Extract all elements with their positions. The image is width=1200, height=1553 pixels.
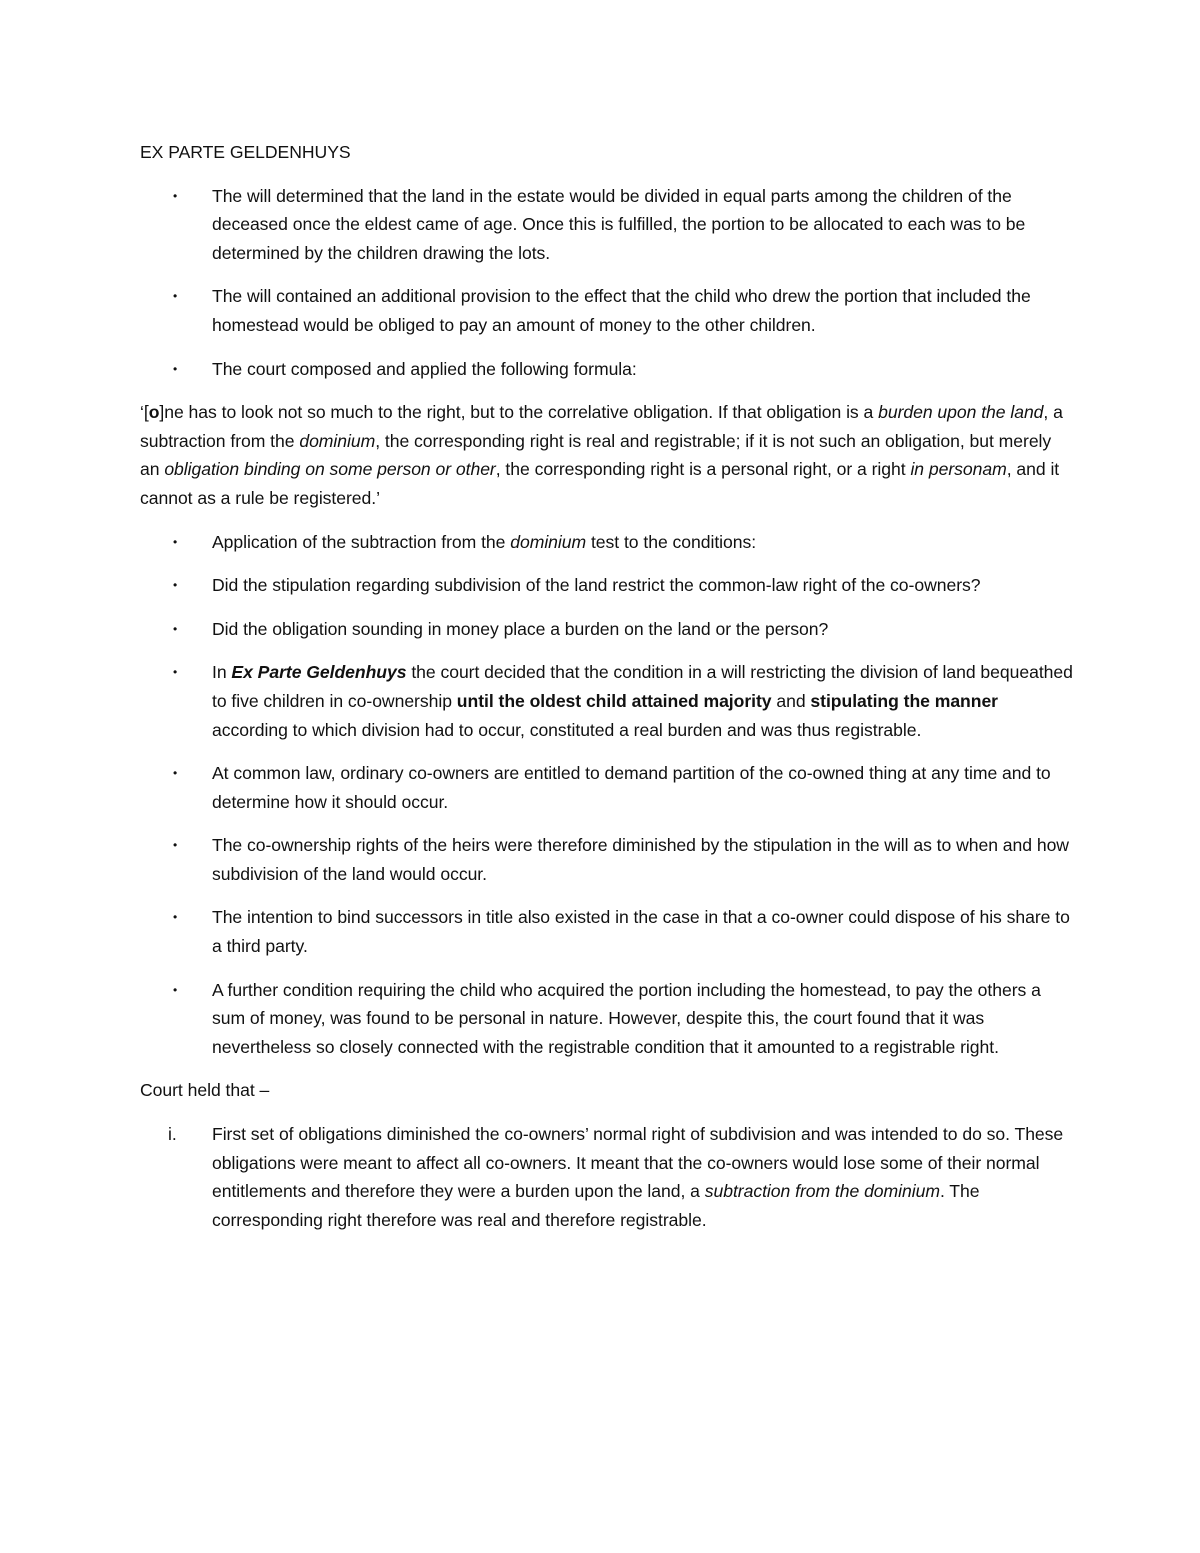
case-name: Ex Parte Geldenhuys [231, 662, 407, 683]
quote-open: ‘[ [140, 402, 149, 423]
document-body [140, 138, 1075, 1249]
bullet-text: The intention to bind successors in title also existed in the case in that a co-owner could dispose of his share to a third party. [212, 907, 1070, 957]
document-heading: EX PARTE GELDENHUYS [140, 142, 351, 162]
bullet-item [140, 831, 1075, 888]
bullet-item [140, 615, 1075, 644]
formula-quote [140, 398, 1075, 512]
bullet-item [140, 759, 1075, 816]
bullet-text: The will determined that the land in the estate would be divided in equal parts among the children of the deceased once the eldest came of age. Once this is fulfilled, the portion to be allocated to each was to be determined by the children drawing the lots. [212, 185, 1026, 263]
bullet-icon: • [173, 621, 178, 636]
bullet-item [140, 571, 1075, 600]
bullet-text: Application of the subtraction from the [212, 531, 511, 552]
bullet-icon: • [173, 361, 178, 376]
roman-numeral: i. [168, 1124, 177, 1145]
bullet-icon: • [173, 838, 178, 853]
bullet-icon: • [173, 578, 178, 593]
quote-text: ne has to look not so much to the right, but to the correlative obligation. If that obligation is a [164, 402, 879, 423]
bullet-italic: dominium [510, 531, 587, 552]
quote-text: , the corresponding right is real and registrable; if it is not such an obligation, but merely an [140, 430, 1052, 480]
quote-italic: dominium [299, 430, 376, 451]
bullet-item [140, 658, 1075, 744]
roman-list-item [140, 1120, 1075, 1234]
quote-italic: obligation binding on some person or other [164, 459, 496, 480]
roman-list [140, 1120, 1075, 1234]
bullet-icon: • [173, 766, 178, 781]
bullet-icon: • [173, 982, 178, 997]
bullet-item [140, 182, 1075, 268]
quote-bold-letter: o [148, 402, 160, 423]
bullet-icon: • [173, 534, 178, 549]
quote-italic: burden upon the land [878, 402, 1044, 423]
bullet-item [140, 282, 1075, 339]
bullet-icon: • [173, 910, 178, 925]
bullet-icon: • [173, 188, 178, 203]
bullet-text: Did the stipulation regarding subdivision of the land restrict the common-law right of the co-owners? [212, 575, 981, 596]
bullet-text: The co-ownership rights of the heirs were therefore diminished by the stipulation in the will as to when and how subdivision of the land would occur. [212, 835, 1069, 884]
bullet-text: In [212, 662, 232, 683]
quote-text: , the corresponding right is a personal right, or a right [495, 459, 911, 480]
bullet-item [140, 528, 1075, 557]
bullet-list-facts [140, 182, 1075, 384]
roman-italic: subtraction from the dominium [704, 1181, 940, 1202]
court-held-heading: Court held that – [140, 1080, 270, 1101]
bullet-icon: • [173, 665, 178, 680]
bullet-text: At common law, ordinary co-owners are entitled to demand partition of the co-owned thing at any time and to determine how it should occur. [212, 763, 1051, 812]
quote-text: , and it cannot as a rule be registered.’ [140, 459, 1060, 508]
bullet-text: The court composed and applied the following formula: [212, 358, 637, 379]
bullet-text: according to which division had to occur, constituted a real burden and was thus registrable. [212, 719, 922, 740]
bullet-bold: stipulating the manner [810, 690, 998, 711]
bullet-text: A further condition requiring the child who acquired the portion including the homestead, to pay the others a sum of money, was found to be personal in nature. However, despite this, the court found that it was nevertheless so closely connected with the registrable condition that it amounted to a registrable right. [212, 979, 1041, 1057]
bullet-icon: • [173, 289, 178, 304]
bullet-text: The will contained an additional provision to the effect that the child who drew the portion that included the homestead would be obliged to pay an amount of money to the other children. [212, 286, 1031, 335]
quote-close-bracket: ] [159, 402, 165, 423]
bullet-text: test to the conditions: [586, 531, 757, 552]
roman-text: First set of obligations diminished the co-owners’ normal right of subdivision and was intended to do so. These obligations were meant to affect all co-owners. It meant that the co-owners would lose some of their normal entitlements and therefore they were a burden upon the land, a [212, 1124, 1064, 1202]
bullet-text: Did the obligation sounding in money place a burden on the land or the person? [212, 618, 829, 639]
quote-text: , a subtraction from the [140, 402, 1063, 451]
bullet-item [140, 976, 1075, 1062]
roman-text: . The corresponding right therefore was real and therefore registrable. [212, 1181, 980, 1230]
bullet-list-analysis [140, 528, 1075, 1062]
bullet-text: the court decided that the condition in a will restricting the division of land bequeathed to five children in co-ownership [212, 662, 1073, 711]
bullet-item [140, 903, 1075, 960]
bullet-bold: until the oldest child attained majority [456, 690, 772, 711]
quote-italic: in personam [910, 459, 1007, 480]
bullet-item [140, 355, 1075, 384]
bullet-text: and [771, 690, 811, 711]
